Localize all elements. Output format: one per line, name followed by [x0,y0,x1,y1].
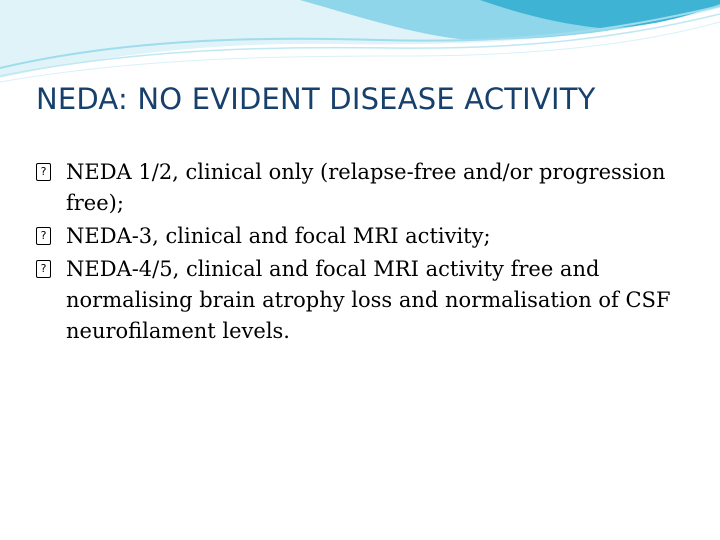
list-item [36,157,686,219]
list-item-text: NEDA-4/5, clinical and focal MRI activity free and normalising brain atrophy loss and normalisation of CSF neurofilament levels. [66,257,671,343]
list-item [36,254,686,347]
missing-glyph-box-icon [36,227,51,245]
slide-title: NEDA: NO EVIDENT DISEASE ACTIVITY [36,82,596,116]
list-item [36,221,686,252]
bullet-glyph: ? [36,227,51,245]
bullet-glyph: ? [36,163,51,181]
bullet-glyph: ? [36,260,51,278]
missing-glyph-box-icon [36,163,51,181]
list-item-text: NEDA-3, clinical and focal MRI activity; [66,224,491,248]
bullet-list [36,157,686,349]
list-item-text: NEDA 1/2, clinical only (relapse-free and/or progression free); [66,160,666,215]
missing-glyph-box-icon [36,260,51,278]
